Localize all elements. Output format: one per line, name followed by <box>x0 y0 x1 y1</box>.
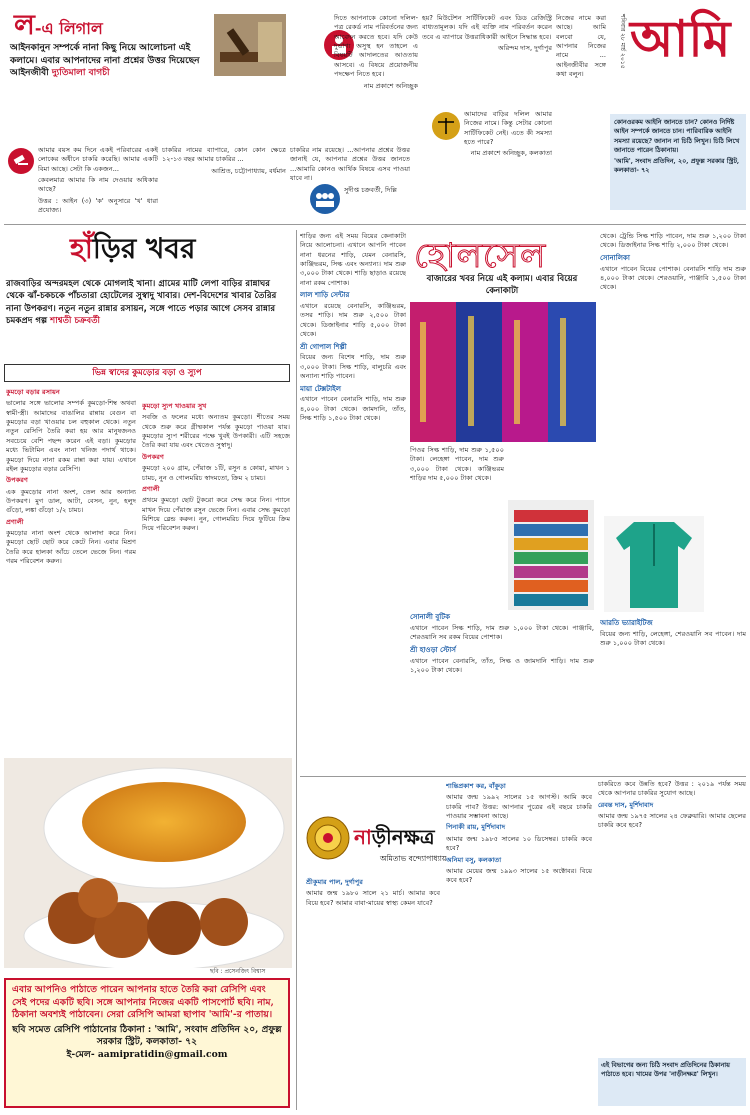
hari-c2-head2: উপকরণ <box>142 452 164 461</box>
hari-c2-head: কুমড়ো স্যুপ খাওয়ার সুখ <box>142 402 207 410</box>
recipe-box-addr: ছবি সমেত রেসিপি পাঠানোর ঠিকানা : 'আমি', সংবাদ প্রতিদিন ২০, প্রফুল্ল সরকার স্ট্রিট, কলকাতা- ৭২ <box>12 1023 282 1048</box>
wholesale-ca4: এখানে পাবেন বেনারসি শাড়ি, দাম শুরু ৪,০০০ টাকা থেকে। জামদানি, তাঁত, সিল্ক শাড়ি ১,৫০০ টাকা থেকে। <box>300 395 406 423</box>
hari-title-b: ড়ির খবর <box>92 232 196 265</box>
fabrics-image <box>508 500 594 610</box>
astro-col-2 <box>446 780 592 1110</box>
astro-c3-body2: আমার জন্ম ১৯৭৫ সালের ২৪ ফেব্রুয়ারি। আমার ছেলের চাকরি কবে হবে? <box>598 812 746 830</box>
hari-title <box>70 230 195 268</box>
legal-col5-text: আমাদের বাড়ির দলিল আমার নিজের নামে। কিন্তু সেটার কোনো সার্টিফিকেট নেই। এতে কী সমস্যা হতে পারে? <box>464 110 552 147</box>
wholesale-cc: থেকে। ট্রেন্ডি সিল্ক শাড়ি পাবেন, দাম শুরু ১,২০০ টাকা থেকে। ডিজাইনার সিল্ক শাড়ি ২,০০০ টাকা থেকে। <box>600 232 746 250</box>
astro-c1-head: শ্রীকুমার পাল, দুর্গাপুর <box>306 878 363 886</box>
hari-banner-text: ভিন্ন স্বাদের কুমড়োর বড়া ও স্যুপ <box>92 368 202 378</box>
legal-sig2: সুদীপ্ত চক্রবর্তী, দিল্লি <box>344 186 397 194</box>
wholesale-shop-a4: মায়া টেক্সটাইল <box>300 384 342 393</box>
wholesale-shop-c: সোনালিকা <box>600 253 630 262</box>
pumpkin-dish-image <box>4 758 292 968</box>
legal-col-3b <box>344 186 410 220</box>
divider-astro <box>300 776 746 777</box>
wholesale-ca2: এখানে রয়েছে বেনারসি, কাঞ্জিভরম, তসর শাড়ি। দাম শুরু ২,৫০০ টাকা থেকে। ডিজাইনার শাড়ি ৫,০০০ টাকা থেকে। <box>300 302 406 339</box>
wholesale-cb2: এখানে পাবেন সিল্ক শাড়ি, দাম শুরু ১,০০০ টাকা থেকে। পাঞ্জাবি, শেরওয়ানি সব রকম বিয়ের পোশাক। <box>410 623 594 642</box>
hari-col-1 <box>6 386 136 756</box>
astro-c1-body: আমার জন্ম ১৯৮০ সালে ২১ মার্চ। আমার কবে বিয়ে হবে? আমার বাবা-মায়ের স্বাস্থ্য কেমন যাবে? <box>306 889 440 907</box>
wholesale-cc3: বিয়ের জন্য শাড়ি, লেহেঙ্গা, শেরওয়ানি সব পাবেন। দাম শুরু ১,০০০ টাকা থেকে। <box>600 629 746 648</box>
wholesale-cc2: এখানে পাবেন বিয়ের পোশাক। বেনারসি শাড়ি দাম শুরু ৪,০০০ টাকা থেকে। শেরওয়ানি, পাঞ্জাবি ১,৫০০ টাকা থেকে। <box>600 264 746 292</box>
legal-intro <box>10 42 210 80</box>
wholesale-title-a: হো <box>414 236 457 276</box>
legal-col-5 <box>422 14 552 106</box>
hari-c1-head: কুমড়ো বড়ার রসায়ন <box>6 388 60 396</box>
ami-info-box <box>610 114 746 210</box>
legal-sig4: অরিন্দম দাস, দুর্গাপুর <box>498 44 552 53</box>
astro-title-a: না <box>354 825 372 849</box>
ami-side-text: শনিবার ২৮ মার্চ ২০১৫ <box>619 14 626 69</box>
hari-c1-body3: কুমড়োর নানা অংশ থেকে আলাদা করে নিন। কুমড়ো ছোট ছোট করে কেটে নিন। এবার মিশ্রণ তৈরি করে হালকা আঁচে তেলে ভেজে নিন। গরম গরম পরিবেশন করুন। <box>6 529 136 566</box>
astro-c2-head3: অনিমা বসু, কলকাতা <box>446 855 502 864</box>
wholesale-col-c <box>600 232 746 532</box>
wholesale-ca3: বিয়ের জন্য বিশেষ শাড়ি, দাম শুরু ৩,০০০ টাকা। সিল্ক শাড়ি, বালুচরি এবং অন্যান্য শাড়ি পাবেন। <box>300 353 406 381</box>
legal-col-6 <box>464 110 552 220</box>
hari-c2-head3: প্রণালী <box>142 484 160 493</box>
astro-col-3 <box>598 780 746 1014</box>
recipe-box <box>4 978 290 1108</box>
wholesale-ca: শাড়ির জন্য এই সময় বিয়ের কেনাকাটা নিয়ে আলোচনা। এখানে আপনি পাবেন নানা ধরনের শাড়ি, যেমন বেনারসি, কাঞ্জিভরম, সিল্ক এবং অন্যান্য। দাম শুরু ৩,০০০ টাকা থেকে। শাড়ি ছাড়াও রয়েছে নানা রকম পোশাক। <box>300 232 406 287</box>
wholesale-shop-a: লাল শাড়ি সেন্টার <box>300 291 350 300</box>
ami-logo-block <box>616 9 744 98</box>
astro-author: অমিতাভ বন্দ্যোপাধ্যায় <box>380 854 447 863</box>
scales-icon <box>432 112 460 140</box>
saree-image <box>410 302 596 442</box>
wholesale-sub: বাজারের খবর নিয়ে এই কলাম। এবার বিয়ের কেনাকাটা <box>426 274 578 296</box>
photo-credit: ছবি : প্রসেনজিৎ বিশ্বাস <box>210 968 266 975</box>
legal-col-2 <box>162 146 286 220</box>
divider-mid <box>296 230 297 1110</box>
legal-col2-text: চাকরির নাম রয়েছে। ...আপনার প্রশ্নের উত্তর জানাই যে, আপনার প্রশ্নের উত্তর জানতে ...আমারি কোনও আর্থিক বিষয়ে এসব পাওয়া যাবে না। <box>290 146 410 183</box>
astro-info-box <box>598 1058 746 1106</box>
wholesale-title <box>414 234 546 280</box>
recipe-box-email: ই-মেল- aamipratidin@gmail.com <box>66 1048 228 1060</box>
legal-sig3: নাম প্রকাশে অনিচ্ছুক <box>363 81 418 90</box>
legal-col3-text: দিতে আপনাকে কোনো দলিল-পত্র রেকর্ড নাম পরিবর্তনের জন্য আবেদন করতে হবে। যদি কেউ দুর্ভাগ্য অসুস্থ হন তাহলে এ বিষয়টি আদালতের আওতায় আসবে। এ বিষয়ে প্রয়োজনীয় পদক্ষেপ নিতে হবে। <box>334 14 418 79</box>
astro-c2-head2: পিনাকী রায়, মুর্শিদাবাদ <box>446 823 506 832</box>
wholesale-cb: পিওর সিল্ক শাড়ি, দাম শুরু ১,৫০০ টাকা। লেহেঙ্গা পাবেন, দাম শুরু ৩,০০০ টাকা থেকে। কাঞ্জিভরম শাড়ির দাম ৫,০০০ টাকা থেকে। <box>410 446 504 483</box>
legal-col-1 <box>38 146 158 220</box>
hari-title-a: হাঁ <box>70 232 93 265</box>
wholesale-col-b <box>410 446 504 606</box>
legal-q1b: চাকরির নামের ব্যাপারে, কোন কোন ক্ষেত্রে ১২-১৩ বছর আমার চাকরির ... <box>162 146 286 164</box>
legal-col-3 <box>290 146 410 186</box>
wholesale-col-a <box>300 232 406 772</box>
legal-q1: আমার বয়স কম দিনে একই পরিবারের একই লোকের অধীনে চাকরি করেছি। আমার একটি বিমা আছে। সেটা কি একজন... <box>38 146 158 173</box>
legal-a1: উত্তর : আইন (৩) 'ক' অনুসারে 'খ' ধারা প্রযোজ্য। <box>38 196 158 215</box>
legal-col4-text: হয়? মিউটেশন সার্টিফিকেট এবং ডিড রেজিস্ট্রি বাধ্যতামূলক। যদি এই ব্যক্তি নাম পরিবর্তন করেন তবে এ ব্যাপারে উত্তরাধিকারী আইনে সিদ্ধান্ত হবে। <box>422 14 552 41</box>
astro-c3-body: চাকরিতে কবে উন্নতি হবে? উত্তর : ২০১৯ পর্যন্ত সময় থেকে আপনার চাকরির সুযোগ আছে। <box>598 780 746 798</box>
astro-box-text: এই বিভাগের জন্য চিঠি সংবাদ প্রতিদিনের ঠিকানায় পাঠাতে হবে। খামের উপর 'নাড়ীনক্ষত্র' লিখুন। <box>601 1061 730 1078</box>
astro-c2-head: শান্তিপ্রকাশ কর, বাঁকুড়া <box>446 782 506 790</box>
hari-c2-body3: প্রথমে কুমড়ো ছোট টুকরো করে সেদ্ধ করে নিন। প্যানে মাখন দিয়ে পেঁয়াজ রসুন ভেজে নিন। এবার সেদ্ধ কুমড়ো মিশিয়ে ব্লেন্ড করুন। নুন, গোলমরিচ দিয়ে ফুটিয়ে ক্রিম দিয়ে পরিবেশন করুন। <box>142 496 290 533</box>
legal-intro-text: আইনকানুন সম্পর্কে নানা কিছু নিয়ে আলোচনা এই কলামে। এবার আপনাদের নানা প্রশ্নের উত্তর দিয়েছেন আইনজীবী <box>10 43 200 79</box>
legal-col6-text: নিজের নামে করা আছে। আমি বলবো যে, আপনার নিজের নামে ... আইনজীবীর সঙ্গে কথা বলুন। <box>556 14 606 79</box>
gavel-icon <box>8 148 34 174</box>
legal-author: দ্যুতিমালা বাগচী <box>51 68 110 79</box>
hari-c1-head2: উপকরণ <box>6 476 28 485</box>
wholesale-col-c2 <box>600 616 746 766</box>
hari-c2-body: সবজি ও ফলের মধ্যে অন্যতম কুমড়ো। শীতের সময় থেকে শুরু করে গ্রীষ্মকাল পর্যন্ত কুমড়ো পাওয়া যায়। কুমড়োর স্যুপ শরীরের পক্ষে খুবই উপকারী। এটি সহজে তৈরি করা যায় এবং খেতেও সুস্বাদু। <box>142 413 290 450</box>
ami-box-text: কোনওরকম আইনি জানতে চান? কোনও নির্দিষ্ট আইন সম্পর্কে জানতে চান। পারিবারিক আইনি সমস্যা রয়েছে? জানান না চিঠি লিখুন। চিঠি লিখে জানাতে পারেন ঠিকানায়। <box>614 118 740 154</box>
legal-logo-big: ল <box>14 8 35 41</box>
wholesale-shop-a3: শ্রী গোপাল শিল্পী <box>300 342 347 351</box>
hari-banner <box>4 364 290 382</box>
astro-c2-body: আমার জন্ম ১৯৯২ সালের ১৫ আগস্ট। আমি কবে চাকরি পাব? উত্তর: আপনার পুত্রের এই বছরে চাকরি পাওয়ার সম্ভাবনা আছে। <box>446 793 592 821</box>
legal-q1c: কেবলমাত্র আমার কি নাম দেওয়ার অধিকার আছে? <box>38 176 158 194</box>
astro-col-1 <box>306 876 440 1110</box>
hari-col-2 <box>142 400 290 756</box>
wholesale-shop-c3: আরতি ভ্যারাইটিজ <box>600 619 653 627</box>
wholesale-shop-b3: শ্রী হাওড়া স্টোর্স <box>410 645 456 654</box>
legal-section <box>4 6 606 220</box>
zodiac-wheel-icon <box>306 816 350 860</box>
hari-c2-body2: কুমড়ো ২০০ গ্রাম, পেঁয়াজ ১টি, রসুন ৪ কোয়া, মাখন ১ চামচ, নুন ও গোলমরিচ স্বাদমতো, ক্রিম ২ চামচ। <box>142 464 290 482</box>
wholesale-cb3: এখানে পাবেন বেনারসি, তাঁত, সিল্ক ও জামদানি শাড়ি। দাম শুরু ১,২০০ টাকা থেকে। <box>410 656 594 674</box>
hari-c1-body2: এক কুমড়োর নানা অংশ, তেল আর অন্যান্য উপকরণ। মুগ ডাল, আটা, বেসন, নুন, হলুদ গুঁড়ো, লঙ্কা গুঁড়ো ১/২ চামচ। <box>6 487 136 515</box>
astro-c3-head: রেবন্ত দাস, মুর্শিদাবাদ <box>598 800 654 809</box>
divider-top <box>4 224 746 225</box>
kurta-image <box>604 516 704 612</box>
wholesale-title-b: লসেল <box>456 236 547 276</box>
astro-c2-body3: আমার মেয়ের জন্ম ১৯৯৩ সালের ১৫ অক্টোবর। বিয়ে কবে হবে? <box>446 866 592 885</box>
wholesale-shop-b: সোনালী বুটিক <box>410 613 450 621</box>
wholesale-col-b2 <box>410 610 594 770</box>
hari-author: শাশ্বতী চক্রবর্তী <box>50 316 101 327</box>
astro-c2-body2: আমার জন্ম ১৯৮৫ সালের ১০ ডিসেম্বর। চাকরি কবে হবে? <box>446 834 592 853</box>
hari-intro-text: রাজবাড়ির অন্দরমহল থেকে মোগলাই খানা। গ্রামের মাটি লেপা বাড়ির রান্নাঘর থেকে ঝাঁ-চকচকে পাঁচতারা হোটেলের সুস্বাদু খাবার। দেশ-বিদেশের খাবার তৈরির নানা উপকরণ। নতুন নতুন রান্নার রসায়ন, সঙ্গে পাতে পড়ার আগে সেসব রান্নার চমকপ্রদ গল্প <box>6 279 277 327</box>
ami-logo: আমি <box>630 9 731 68</box>
hari-c1-body: ভালোর সঙ্গে ভালোর সম্পর্ক কুমড়ো-শিম্ব অথবা স্বামী-স্ত্রী। আমাদের বাঙালির রান্নায় বেগুন বা কুমড়োর বড়া খাওয়ার চল বহুকাল থেকে। নতুন নতুন রেসিপি তৈরি করা হয় আর মানুষজনও সবচেয়ে বেশি পছন্দ করেন এই বড়া। কুমড়োর মধ্যে ভিটামিন এবং নানা খনিজ পদার্থ থাকে। কুমড়ো দিয়ে নানা রকম রান্না করা যায়। এখানে রইল কুমড়োর বড়ার রেসিপি। <box>6 399 136 473</box>
legal-logo <box>14 6 103 44</box>
legal-col-4 <box>290 14 418 142</box>
astro-title <box>354 824 435 851</box>
hari-c1-head3: প্রণালী <box>6 517 24 526</box>
legal-sig5: নাম প্রকাশে অনিচ্ছুক, কলকাতা <box>470 149 552 158</box>
astro-title-b: ড়ীনক্ষত্র <box>371 825 435 849</box>
recipe-box-text: এবার আপনিও পাঠাতে পারেন আপনার হাতে তৈরি করা রেসিপি এবং সেই পদের একটি ছবি। সঙ্গে আপনার নিজের একটি পাসপোর্ট ছবি। নাম, ঠিকানা অবশ্যই পাঠাবেন। সেরা রেসিপি আমরা ছাপাব 'আমি'-র পাতায়। <box>12 984 274 1021</box>
people-icon <box>310 184 340 214</box>
legal-sig1: আশ্রিত, চট্টোপাধ্যায়, বর্ধমান <box>211 166 286 175</box>
ami-box-addr: 'আমি', সংবাদ প্রতিদিন, ২০, প্রফুল্ল সরকার স্ট্রিট, কলকাতা- ৭২ <box>614 157 740 175</box>
legal-col-7 <box>556 14 606 220</box>
gavel-image <box>214 14 286 76</box>
hari-intro <box>6 278 286 328</box>
legal-logo-rest: -এ লিগাল <box>34 19 103 38</box>
